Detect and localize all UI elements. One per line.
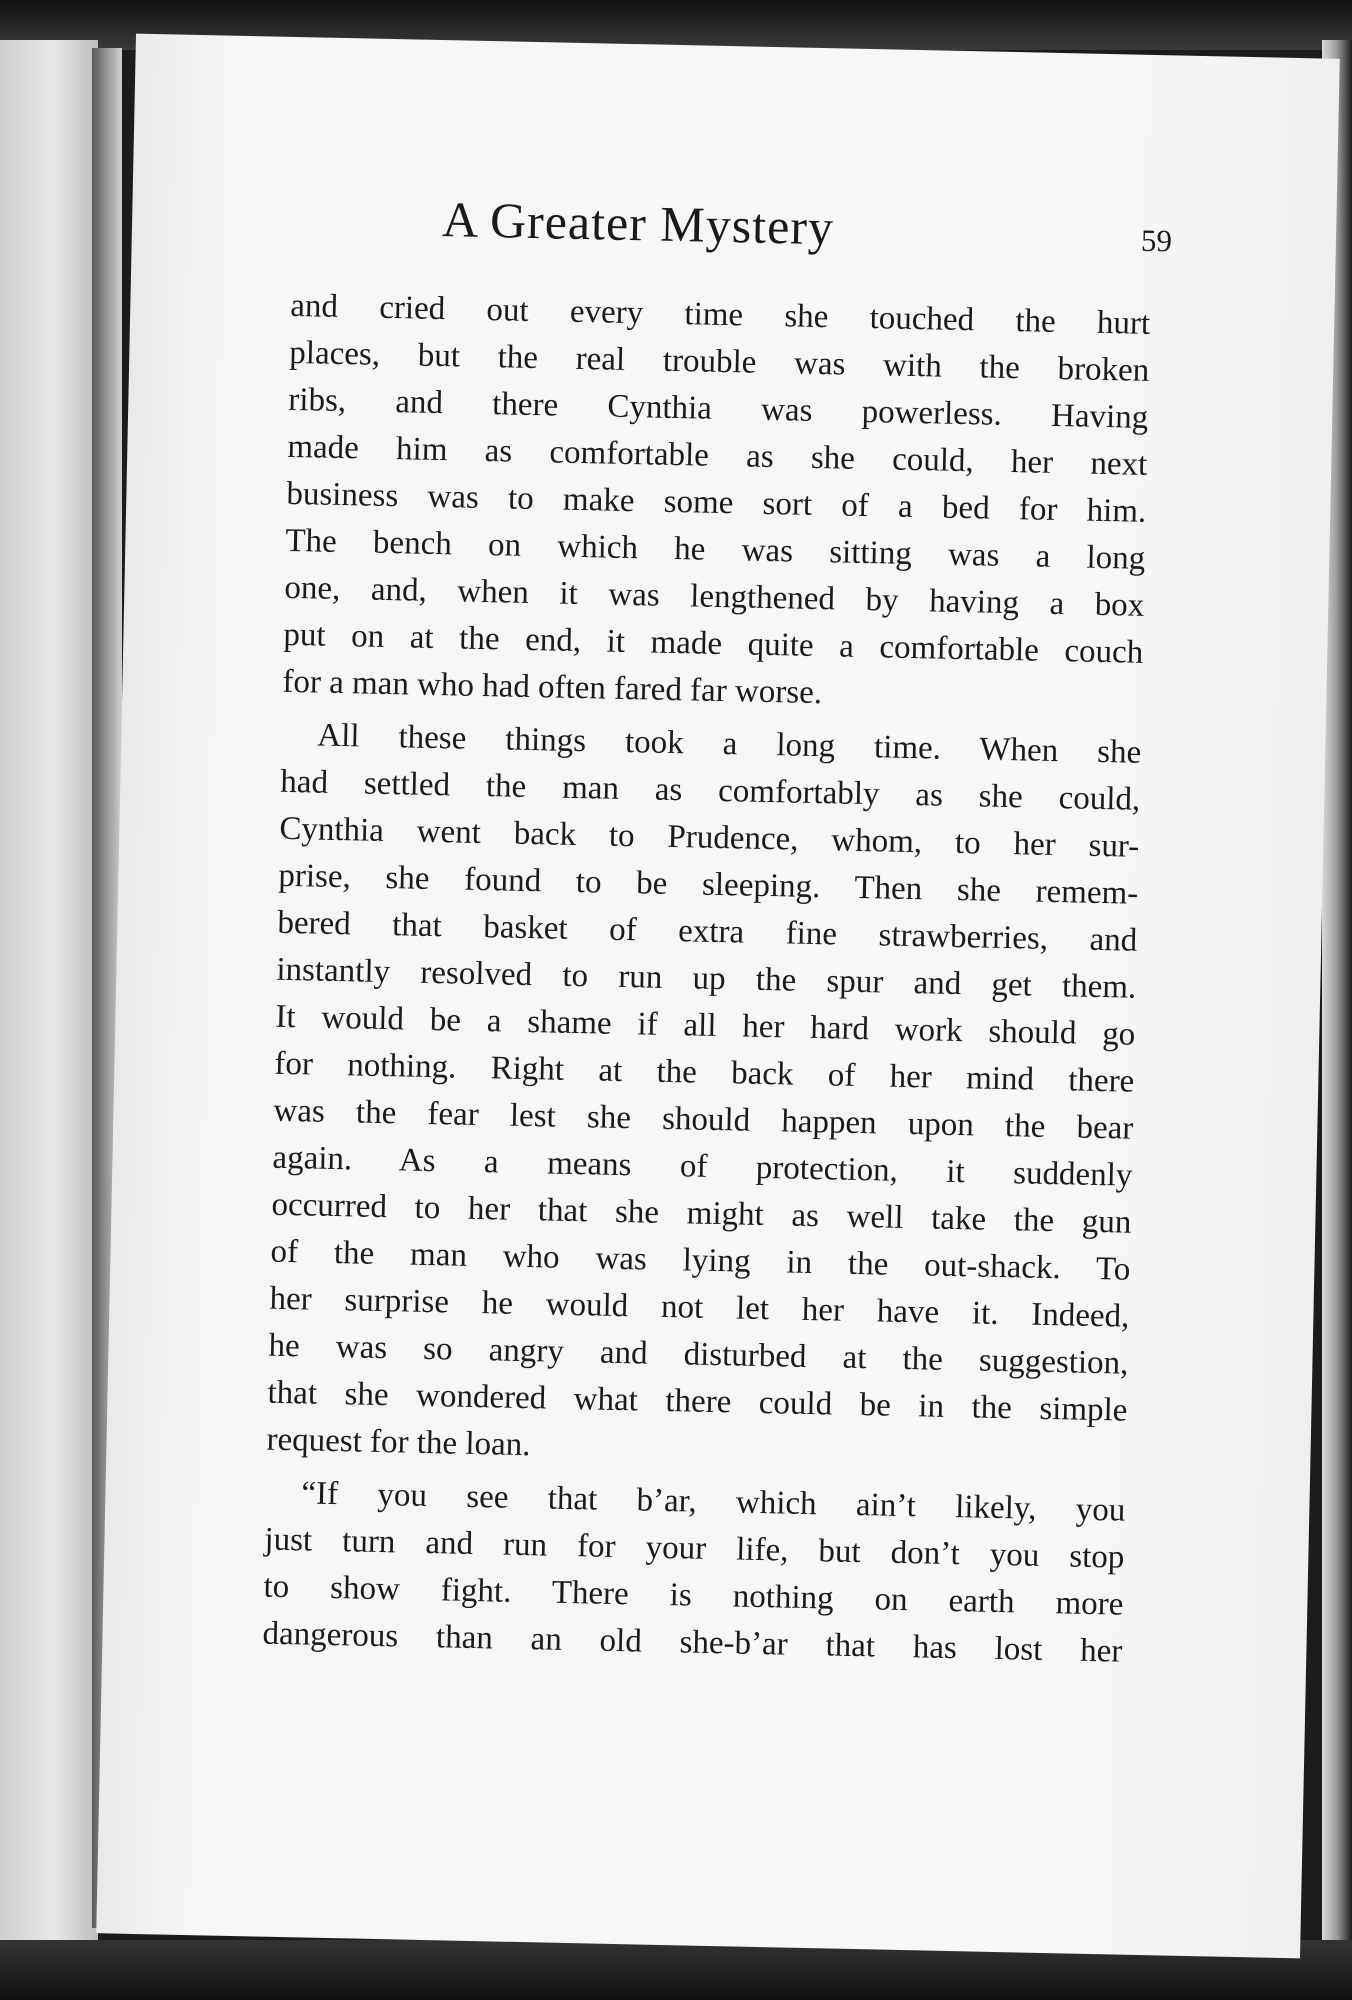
text-line: “If you see that b’ar, which ain’t likely, you bbox=[301, 1475, 1126, 1529]
paragraph bbox=[266, 712, 1142, 1482]
text-line: places, but the real trouble was with the broken bbox=[288, 334, 1150, 389]
text-line: again. As a means of protection, it suddenly bbox=[272, 1139, 1133, 1194]
text-line: occurred to her that she might as well take the gun bbox=[271, 1186, 1132, 1241]
text-line: prise, she found to be sleeping. Then she remem- bbox=[278, 857, 1139, 912]
text-line: was the fear lest she should happen upon the bear bbox=[273, 1092, 1134, 1147]
text-line: dangerous than an old she-b’ar that has lost her bbox=[262, 1615, 1123, 1670]
text-line: It would be a shame if all her hard work should go bbox=[275, 998, 1136, 1053]
running-head bbox=[291, 187, 1173, 301]
text-line: instantly resolved to run up the spur and get them. bbox=[276, 951, 1137, 1006]
text-line: her surprise he would not let her have it. Indeed, bbox=[269, 1280, 1130, 1335]
text-line: of the man who was lying in the out-shack. To bbox=[270, 1233, 1131, 1288]
text-line: and cried out every time she touched the hurt bbox=[289, 287, 1151, 342]
text-line: put on at the end, it made quite a comfortable couch bbox=[283, 616, 1144, 671]
text-line: to show fight. There is nothing on earth more bbox=[263, 1568, 1124, 1623]
body-text bbox=[262, 283, 1151, 1676]
text-line: request for the loan. bbox=[266, 1421, 531, 1464]
text-line: The bench on which he was sitting was a long bbox=[285, 522, 1146, 577]
text-line: for a man who had often fared far worse. bbox=[282, 663, 823, 712]
paragraph bbox=[262, 1470, 1126, 1676]
text-line: just turn and run for your life, but don’t you stop bbox=[264, 1521, 1125, 1576]
book-page bbox=[96, 34, 1340, 1959]
text-line: he was so angry and disturbed at the suggestion, bbox=[268, 1327, 1129, 1382]
text-line: Cynthia went back to Prudence, whom, to her sur- bbox=[279, 810, 1140, 865]
text-line: that she wondered what there could be in the simple bbox=[267, 1374, 1128, 1429]
facing-page-edge bbox=[0, 40, 98, 1940]
text-line: for nothing. Right at the back of her mind there bbox=[274, 1045, 1135, 1100]
text-line: had settled the man as comfortably as she could, bbox=[280, 763, 1141, 818]
paragraph bbox=[282, 283, 1151, 724]
text-line: business was to make some sort of a bed for him. bbox=[286, 475, 1147, 530]
text-line: ribs, and there Cynthia was powerless. Having bbox=[288, 381, 1149, 436]
page-content bbox=[262, 187, 1173, 1676]
page-number: 59 bbox=[1140, 222, 1173, 259]
text-line: one, and, when it was lengthened by having a box bbox=[284, 569, 1145, 624]
text-line: All these things took a long time. When she bbox=[316, 717, 1142, 771]
text-line: made him as comfortable as she could, her next bbox=[287, 428, 1148, 483]
running-title: A Greater Mystery bbox=[441, 191, 835, 256]
text-line: bered that basket of extra fine strawberries, and bbox=[277, 904, 1138, 959]
